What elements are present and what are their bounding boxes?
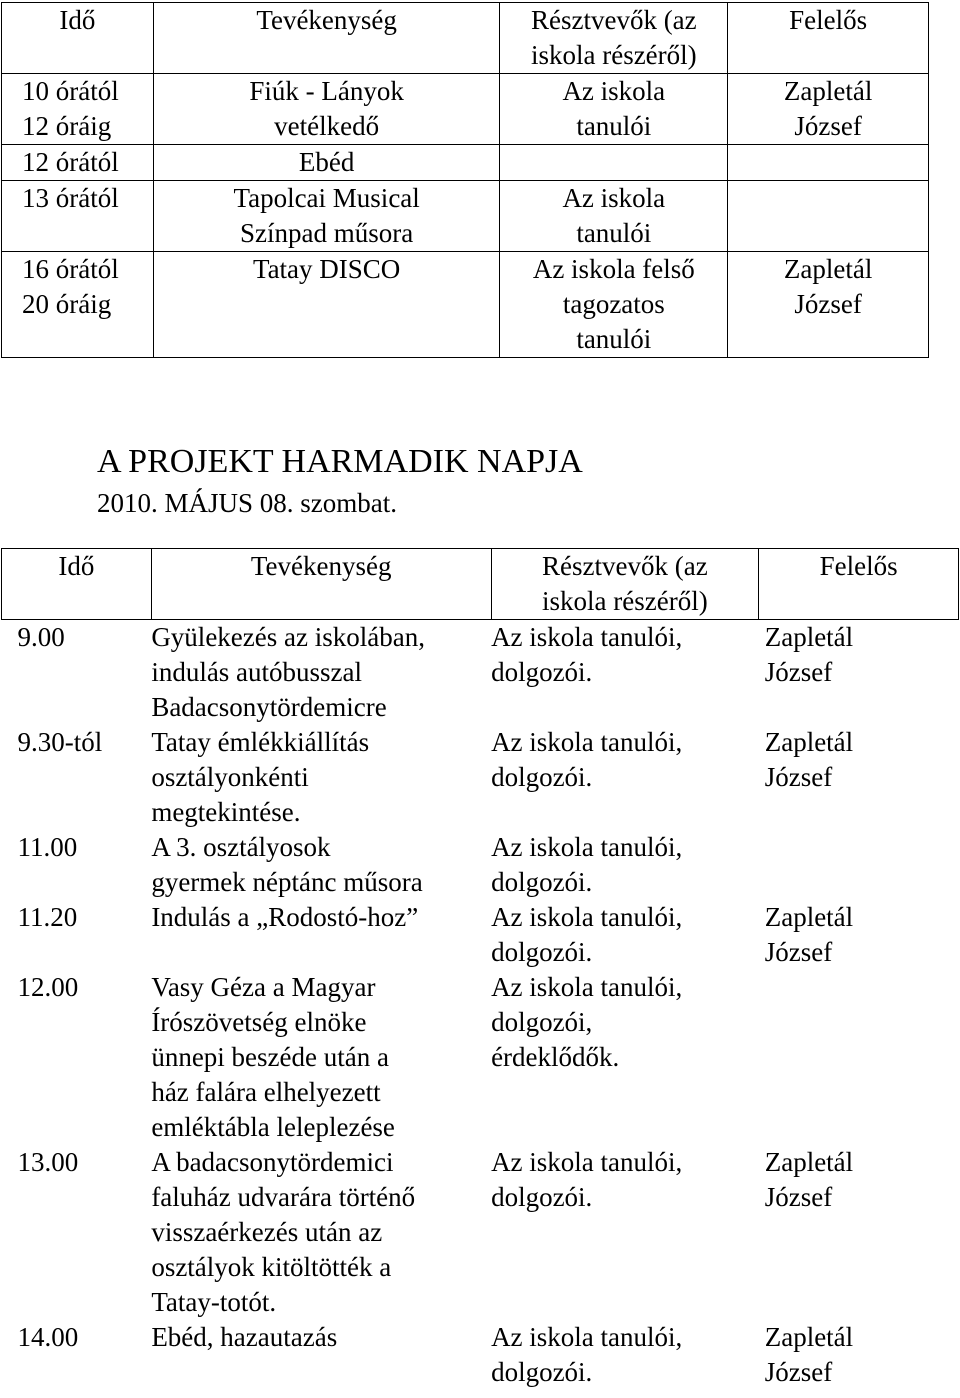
activity-cell-line: Fiúk - Lányok xyxy=(249,76,404,106)
participants-cell xyxy=(491,970,759,1145)
responsible-cell xyxy=(759,830,959,900)
participants-cell xyxy=(500,252,728,358)
participants-cell xyxy=(491,1320,759,1390)
activity-cell-line: Ebéd xyxy=(298,147,355,177)
participants-cell-line: Az iskola felső xyxy=(532,254,695,284)
participants-cell-line: dolgozói. xyxy=(491,1357,593,1387)
activity-cell-line: vetélkedő xyxy=(274,111,380,141)
participants-cell xyxy=(491,620,759,726)
participants-cell xyxy=(491,900,759,970)
table-row xyxy=(2,620,959,726)
time-cell xyxy=(2,145,154,181)
activity-cell-line: faluház udvarára történő xyxy=(151,1182,416,1212)
activity-cell-line: Ebéd, hazautazás xyxy=(151,1322,338,1352)
header-activity: Tevékenység xyxy=(151,549,491,620)
time-cell-line: 12 órától xyxy=(22,147,119,177)
header-participants: Résztvevők (az iskola részéről) xyxy=(500,3,728,74)
table-header-row xyxy=(2,549,959,620)
participants-cell xyxy=(500,74,728,145)
responsible-cell xyxy=(728,74,929,145)
responsible-cell-line: Zapletál xyxy=(764,1322,854,1352)
schedule-table-day2 xyxy=(1,2,929,358)
date-line: 2010. MÁJUS 08. szombat. xyxy=(97,488,398,518)
participants-cell xyxy=(491,725,759,830)
activity-cell-line: Színpad műsora xyxy=(240,218,414,248)
participants-cell-line: Az iskola tanulói, xyxy=(491,1147,683,1177)
responsible-cell-line: József xyxy=(764,1182,833,1212)
page-title: A PROJEKT HARMADIK NAPJA xyxy=(97,443,583,480)
participants-cell-line: Az iskola tanulói, xyxy=(491,622,683,652)
activity-cell xyxy=(151,1145,491,1320)
time-cell-line: 13 órától xyxy=(22,183,119,213)
participants-cell-line: dolgozói. xyxy=(491,657,593,687)
table-row xyxy=(2,970,959,1145)
responsible-cell xyxy=(728,181,929,252)
participants-cell-line: Az iskola xyxy=(562,183,666,213)
responsible-cell xyxy=(759,725,959,830)
participants-cell-line: Az iskola tanulói, xyxy=(491,902,683,932)
participants-cell-line: tagozatos xyxy=(562,289,665,319)
header-time: Idő xyxy=(2,3,154,74)
participants-cell xyxy=(500,145,728,181)
responsible-cell xyxy=(728,252,929,358)
activity-cell-line: Vasy Géza a Magyar xyxy=(151,972,376,1002)
responsible-cell-line: József xyxy=(794,111,862,141)
time-cell: 9.30-tól xyxy=(17,727,103,757)
participants-cell-line: tanulói xyxy=(576,111,652,141)
responsible-cell-line: Zapletál xyxy=(783,254,873,284)
time-cell: 9.00 xyxy=(17,622,65,652)
participants-cell-line: dolgozói. xyxy=(491,762,593,792)
participants-cell xyxy=(491,830,759,900)
activity-cell xyxy=(153,145,500,181)
activity-cell-line: osztályok kitöltötték a xyxy=(151,1252,392,1282)
participants-cell xyxy=(500,181,728,252)
responsible-cell-line: Zapletál xyxy=(783,76,873,106)
participants-cell-line: Az iskola xyxy=(562,76,666,106)
table-row xyxy=(2,181,929,252)
responsible-cell xyxy=(728,145,929,181)
activity-cell xyxy=(151,620,491,726)
time-cell-line: 10 órától xyxy=(22,76,119,106)
responsible-cell-line: Zapletál xyxy=(764,622,854,652)
responsible-cell-line: Zapletál xyxy=(764,902,854,932)
header-responsible: Felelős xyxy=(759,549,959,620)
participants-cell-line: tanulói xyxy=(576,324,652,354)
responsible-cell xyxy=(759,620,959,726)
activity-cell-line: Tatay-totót. xyxy=(151,1287,277,1317)
activity-cell-line: Tatay émlékkiállítás xyxy=(151,727,370,757)
header-activity: Tevékenység xyxy=(153,3,500,74)
activity-cell xyxy=(151,1320,491,1390)
time-cell-line: 16 órától xyxy=(22,254,119,284)
activity-cell-line: indulás autóbusszal xyxy=(151,657,363,687)
activity-cell-line: A 3. osztályosok xyxy=(151,832,331,862)
header-time: Idő xyxy=(2,549,152,620)
responsible-cell xyxy=(759,970,959,1145)
participants-cell-line: Az iskola tanulói, xyxy=(491,972,683,1002)
activity-cell xyxy=(151,830,491,900)
participants-cell-line: dolgozói. xyxy=(491,1182,593,1212)
activity-cell xyxy=(153,181,500,252)
responsible-cell-line: József xyxy=(764,762,833,792)
schedule-table-day3 xyxy=(1,548,959,1390)
participants-cell-line: Az iskola tanulói, xyxy=(491,1322,683,1352)
time-cell: 11.00 xyxy=(17,832,78,862)
table-header-row xyxy=(2,3,929,74)
responsible-cell-line: József xyxy=(764,657,833,687)
participants-cell-line: érdeklődők. xyxy=(491,1042,620,1072)
time-cell xyxy=(2,181,154,252)
activity-cell-line: Tapolcai Musical xyxy=(233,183,420,213)
table-row xyxy=(2,74,929,145)
activity-cell-line: Írószövetség elnöke xyxy=(151,1007,367,1037)
participants-cell-line: tanulói xyxy=(576,218,652,248)
time-cell xyxy=(2,252,154,358)
activity-cell xyxy=(151,900,491,970)
activity-cell-line: Gyülekezés az iskolában, xyxy=(151,622,425,652)
table-row xyxy=(2,252,929,358)
responsible-cell-line: József xyxy=(794,289,862,319)
responsible-cell xyxy=(759,1320,959,1390)
time-cell-line: 20 óráig xyxy=(22,289,112,319)
responsible-cell xyxy=(759,900,959,970)
activity-cell-line: ház falára elhelyezett xyxy=(151,1077,381,1107)
table-row xyxy=(2,830,959,900)
responsible-cell-line: Zapletál xyxy=(764,727,854,757)
participants-cell-line: dolgozói, xyxy=(491,1007,593,1037)
activity-cell-line: visszaérkezés után az xyxy=(151,1217,383,1247)
table-row xyxy=(2,725,959,830)
table-row xyxy=(2,145,929,181)
responsible-cell-line: József xyxy=(764,1357,833,1387)
table-row xyxy=(2,900,959,970)
activity-cell-line: osztályonkénti xyxy=(151,762,309,792)
time-cell-line: 12 óráig xyxy=(22,111,112,141)
activity-cell-line: A badacsonytördemici xyxy=(151,1147,394,1177)
participants-cell xyxy=(491,1145,759,1320)
responsible-cell-line: Zapletál xyxy=(764,1147,854,1177)
participants-cell-line: dolgozói. xyxy=(491,937,593,967)
time-cell xyxy=(2,74,154,145)
activity-cell xyxy=(153,74,500,145)
activity-cell-line: Tatay DISCO xyxy=(252,254,401,284)
activity-cell xyxy=(151,725,491,830)
time-cell: 11.20 xyxy=(17,902,78,932)
responsible-cell xyxy=(759,1145,959,1320)
activity-cell-line: emléktábla leleplezése xyxy=(151,1112,395,1142)
participants-cell-line: dolgozói. xyxy=(491,867,593,897)
activity-cell-line: ünnepi beszéde után a xyxy=(151,1042,389,1072)
participants-cell-line: Az iskola tanulói, xyxy=(491,727,683,757)
time-cell: 12.00 xyxy=(17,972,79,1002)
activity-cell-line: megtekintése. xyxy=(151,797,301,827)
activity-cell-line: Badacsonytördemicre xyxy=(151,692,387,722)
table-row xyxy=(2,1320,959,1390)
participants-cell-line: Az iskola tanulói, xyxy=(491,832,683,862)
activity-cell-line: gyermek néptánc műsora xyxy=(151,867,423,897)
activity-cell-line: Indulás a „Rodostó-hoz” xyxy=(151,902,419,932)
activity-cell xyxy=(153,252,500,358)
time-cell: 13.00 xyxy=(17,1147,79,1177)
time-cell: 14.00 xyxy=(17,1322,79,1352)
header-participants: Résztvevők (az iskola részéről) xyxy=(491,549,759,620)
header-responsible: Felelős xyxy=(728,3,929,74)
activity-cell xyxy=(151,970,491,1145)
responsible-cell-line: József xyxy=(764,937,833,967)
table-row xyxy=(2,1145,959,1320)
